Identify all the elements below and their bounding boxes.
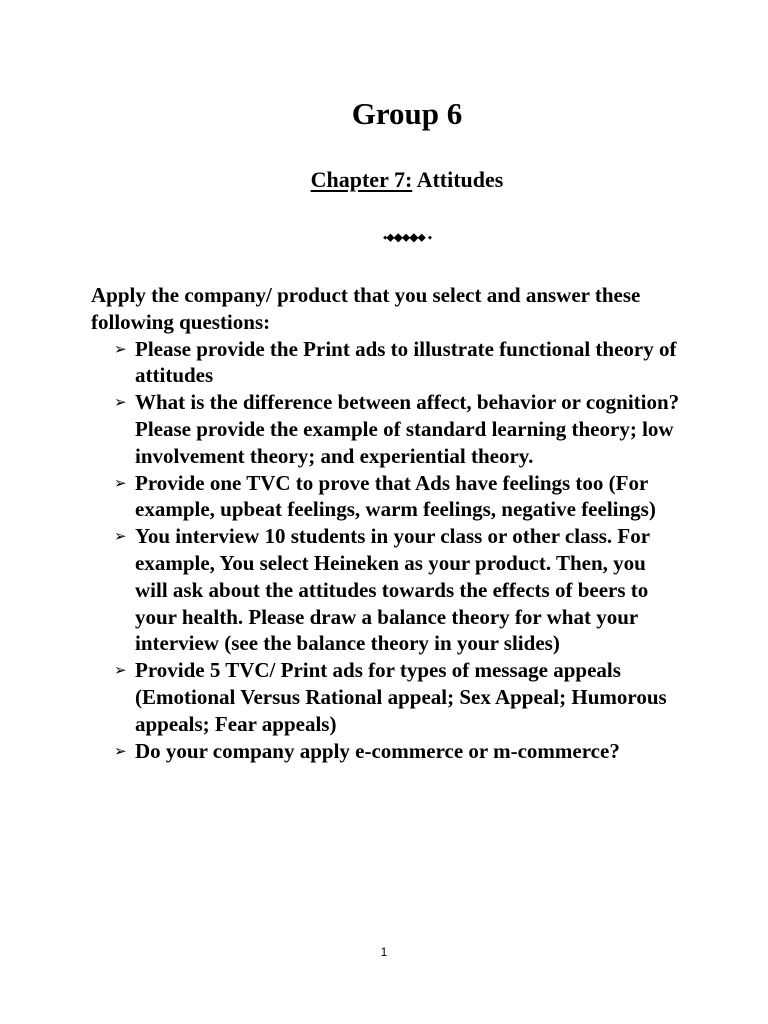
chapter-label: Chapter 7:	[310, 167, 413, 192]
list-item	[91, 389, 681, 469]
list-item-text: What is the difference between affect, behavior or cognition? Please provide the example of standard learning theory; low involvement theory; and experiential theory.	[135, 390, 680, 468]
intro-paragraph: Apply the company/ product that you select and answer these following questions:	[91, 283, 641, 334]
arrow-bullet-icon: ➢	[114, 741, 127, 760]
ornament-divider: ⬩⬥◆⬥◆⬥ ⬩	[382, 230, 432, 244]
list-item	[91, 738, 681, 765]
list-item	[91, 336, 681, 390]
chapter-heading	[0, 165, 768, 195]
list-item-text: Please provide the Print ads to illustrate functional theory of attitudes	[135, 336, 677, 388]
list-item-text: Provide one TVC to prove that Ads have feelings too (For example, upbeat feelings, warm feelings, negative feelings)	[135, 470, 656, 522]
list-item-text: You interview 10 students in your class or other class. For example, You select Heineken as your product. Then, you will ask about the attitudes towards the effects of beers to your health. Please draw a balance theory for what your interview (see the balance theory in your slides)	[135, 524, 650, 656]
list-item	[91, 523, 681, 657]
document-body	[91, 282, 681, 764]
list-item	[91, 470, 681, 524]
chapter-title: Attitudes	[416, 167, 504, 192]
page-number: 1	[380, 945, 388, 959]
question-list	[91, 336, 681, 765]
list-item-text: Do your company apply e-commerce or m-commerce?	[135, 738, 620, 763]
arrow-bullet-icon: ➢	[114, 527, 127, 546]
arrow-bullet-icon: ➢	[114, 393, 127, 412]
arrow-bullet-icon: ➢	[114, 339, 127, 358]
document-title: Group 6	[351, 96, 463, 131]
arrow-bullet-icon: ➢	[114, 473, 127, 492]
list-item	[91, 657, 681, 737]
arrow-bullet-icon: ➢	[114, 661, 127, 680]
list-item-text: Provide 5 TVC/ Print ads for types of message appeals (Emotional Versus Rational appeal; Sex Appeal; Humorous appeals; Fear appeals)	[135, 658, 667, 736]
